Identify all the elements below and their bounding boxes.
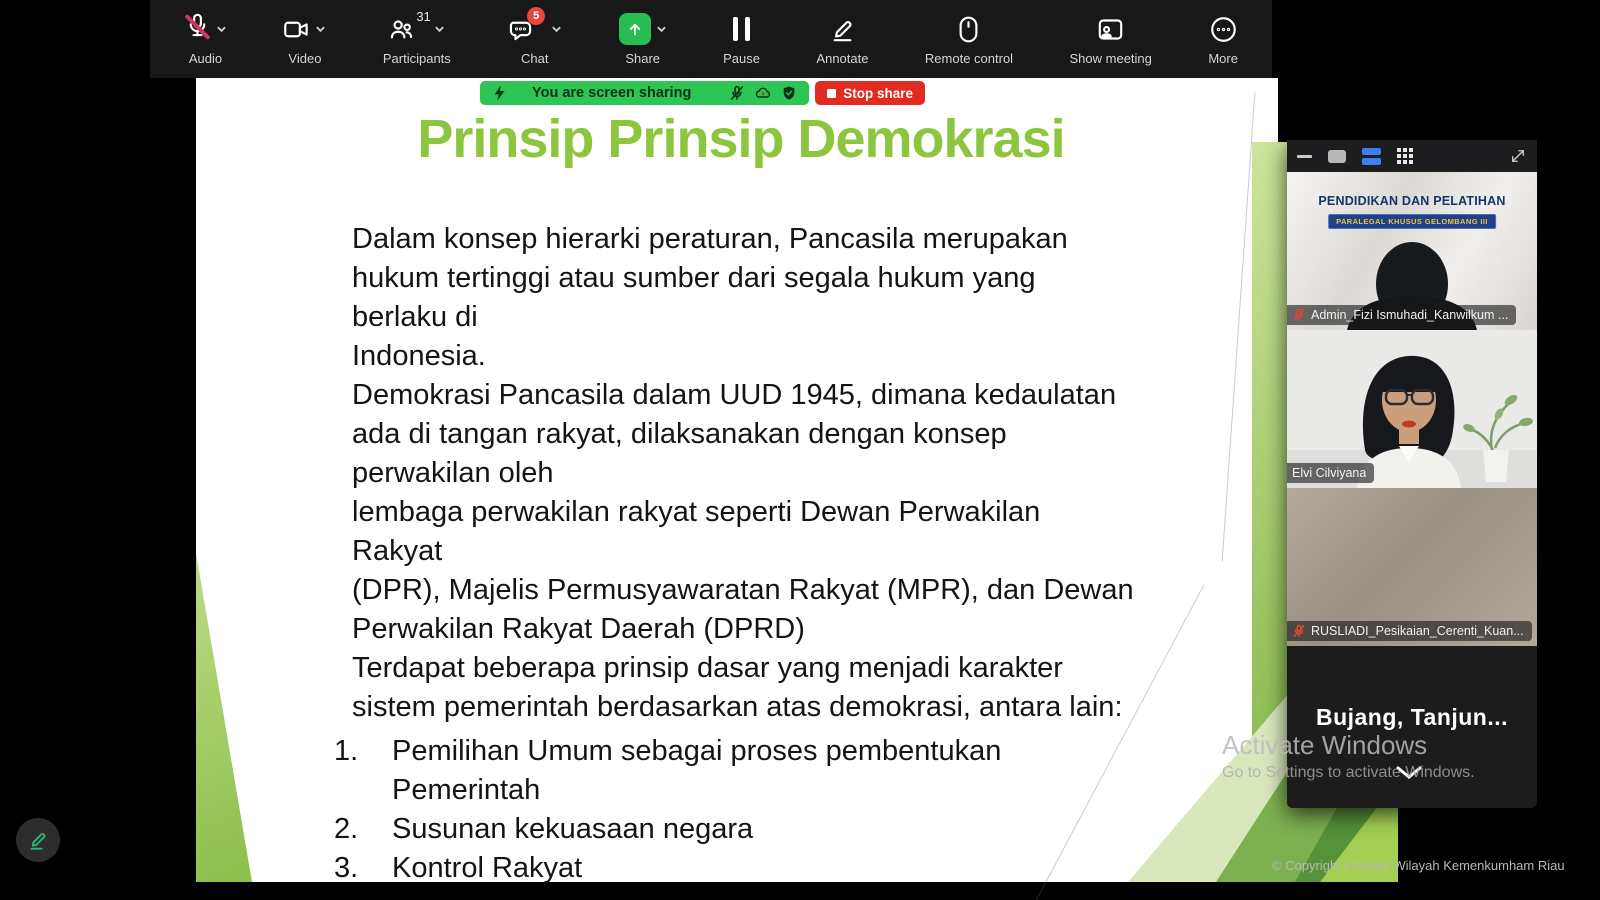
more-ellipsis-icon bbox=[1210, 16, 1237, 43]
chevron-down-icon[interactable] bbox=[434, 25, 445, 33]
slide-body-line: berlaku di bbox=[352, 301, 478, 333]
gallery-view-icon[interactable] bbox=[1397, 148, 1413, 164]
chat-button[interactable] bbox=[507, 9, 562, 66]
slide-list-item-3: 3. Kontrol Rakyat bbox=[334, 852, 583, 884]
more-button[interactable] bbox=[1208, 12, 1238, 66]
screen-sharing-banner bbox=[480, 81, 925, 105]
slide-body-line: Dalam konsep hierarki peraturan, Pancasila merupakan bbox=[352, 223, 1068, 255]
stop-share-button[interactable] bbox=[815, 81, 925, 105]
pencil-icon bbox=[27, 829, 49, 851]
slide-body-line: Perwakilan Rakyat Daerah (DPRD) bbox=[352, 613, 805, 645]
video-thumbnails-panel bbox=[1287, 140, 1537, 808]
slide-body-line: Demokrasi Pancasila dalam UUD 1945, dimana kedaulatan bbox=[352, 379, 1117, 411]
remote-control-label: Remote control bbox=[924, 51, 1014, 66]
expand-icon[interactable] bbox=[1509, 147, 1527, 165]
slide-title: Prinsip Prinsip Demokrasi bbox=[417, 109, 1065, 169]
pencil-icon bbox=[829, 16, 856, 43]
minimize-icon[interactable] bbox=[1297, 155, 1312, 158]
zoom-toolbar bbox=[150, 0, 1272, 78]
annotate-label: Annotate bbox=[816, 51, 869, 66]
share-screen-icon bbox=[619, 13, 651, 45]
participants-button[interactable] bbox=[382, 8, 451, 66]
mouse-icon bbox=[955, 16, 982, 43]
tile-banner-subtitle: PARALEGAL KHUSUS GELOMBANG III bbox=[1328, 214, 1496, 229]
slide-body-line: Rakyat bbox=[352, 535, 443, 567]
slide-body-line: lembaga perwakilan rakyat seperti Dewan Perwakilan bbox=[352, 496, 1041, 528]
video-label: Video bbox=[288, 51, 322, 66]
copyright-text: © Copyright | Kantor Wilayah Kemenkumham Riau bbox=[1272, 858, 1565, 873]
more-label: More bbox=[1208, 51, 1238, 66]
participant-name-tag: Elvi Cilviyana bbox=[1287, 463, 1374, 483]
stop-share-label: Stop share bbox=[843, 85, 914, 101]
participant-name-tag: RUSLIADI_Pesikaian_Cerenti_Kuan... bbox=[1287, 621, 1532, 641]
pause-share-button[interactable] bbox=[723, 12, 760, 66]
slide-body bbox=[352, 220, 1252, 727]
video-tile-elvi-cilviyana[interactable] bbox=[1287, 330, 1537, 488]
show-meeting-icon bbox=[1097, 16, 1124, 43]
participants-count: 31 bbox=[416, 8, 431, 24]
annotation-pencil-fab[interactable] bbox=[16, 818, 60, 862]
chevron-down-icon[interactable] bbox=[551, 25, 562, 33]
chevron-down-icon[interactable] bbox=[216, 25, 227, 33]
remote-control-button[interactable] bbox=[925, 12, 1013, 66]
slide-body-line: sistem pemerintah berdasarkan atas demokrasi, antara lain: bbox=[352, 691, 1123, 723]
video-panel-header bbox=[1287, 140, 1537, 172]
participant-display-name: Bujang, Tanjun... bbox=[1315, 704, 1509, 730]
pause-label: Pause bbox=[723, 51, 760, 66]
slide-body-line: perwakilan oleh bbox=[352, 457, 554, 489]
video-camera-icon bbox=[283, 16, 310, 43]
annotate-button[interactable] bbox=[816, 12, 868, 66]
participants-icon bbox=[388, 16, 415, 43]
activate-windows-subtext: Go to Settings to activate Windows. bbox=[1222, 764, 1475, 781]
slide-body-line: (DPR), Majelis Permusyawaratan Rakyat (MPR), dan Dewan bbox=[352, 574, 1134, 606]
slide-list-item-1: 1. Pemilihan Umum sebagai proses pembentukan Pemerintah bbox=[334, 735, 1002, 806]
video-tile-rusliadi[interactable] bbox=[1287, 488, 1537, 646]
chevron-down-icon[interactable] bbox=[315, 25, 326, 33]
participant-name-tag: Admin_Fizi Ismuhadi_Kanwilkum ... bbox=[1287, 305, 1516, 325]
muted-mic-icon bbox=[1292, 624, 1306, 638]
microphone-muted-icon bbox=[184, 12, 211, 39]
show-meeting-button[interactable] bbox=[1070, 12, 1152, 66]
tile-banner-title: PENDIDIKAN DAN PELATIHAN bbox=[1318, 194, 1506, 208]
security-shield-icon bbox=[781, 85, 797, 101]
speaker-view-icon[interactable] bbox=[1328, 150, 1346, 163]
activate-windows-watermark: Activate Windows bbox=[1222, 730, 1428, 760]
slide-body-line: Terdapat beberapa prinsip dasar yang menjadi karakter bbox=[352, 652, 1063, 684]
audio-label: Audio bbox=[188, 51, 223, 66]
chevron-down-icon[interactable] bbox=[656, 25, 667, 33]
chat-unread-badge: 5 bbox=[527, 7, 545, 25]
show-meeting-label: Show meeting bbox=[1069, 51, 1152, 66]
background-patch bbox=[1278, 78, 1398, 142]
cloud-recording-icon bbox=[755, 85, 771, 101]
slide-list-item-2: 2. Susunan kekuasaan negara bbox=[334, 813, 754, 845]
muted-mic-icon bbox=[729, 85, 745, 101]
participants-label: Participants bbox=[382, 51, 451, 66]
slide-body-line: ada di tangan rakyat, dilaksanakan dengan konsep bbox=[352, 418, 1007, 450]
muted-mic-icon bbox=[1292, 308, 1306, 322]
stop-icon bbox=[827, 89, 836, 98]
pause-icon bbox=[733, 16, 750, 43]
lightning-icon bbox=[492, 85, 508, 101]
audio-button[interactable] bbox=[184, 12, 227, 66]
slide-body-line: Indonesia. bbox=[352, 340, 486, 372]
share-label: Share bbox=[625, 51, 661, 66]
slide-body-line: hukum tertinggi atau sumber dari segala hukum yang bbox=[352, 262, 1036, 294]
strip-view-active-icon[interactable] bbox=[1362, 148, 1381, 165]
sharing-message: You are screen sharing bbox=[532, 85, 692, 101]
chat-label: Chat bbox=[521, 51, 549, 66]
video-tile-bujang[interactable] bbox=[1287, 646, 1537, 808]
share-button[interactable] bbox=[619, 12, 667, 66]
video-tile-admin-fizi[interactable] bbox=[1287, 172, 1537, 330]
video-button[interactable] bbox=[283, 12, 326, 66]
